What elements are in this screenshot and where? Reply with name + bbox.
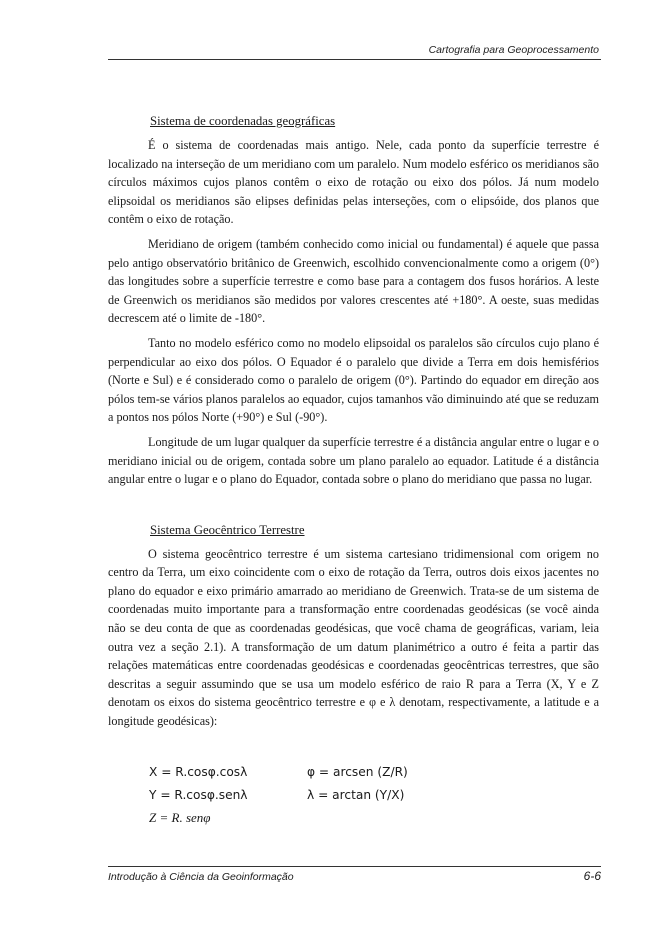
section-title: Sistema Geocêntrico Terrestre	[150, 522, 305, 537]
formula-lambda: λ = arctan (Y/X)	[307, 788, 405, 803]
footer-book-title: Introdução à Ciência da Geoinformação	[108, 871, 294, 883]
header-title: Cartografia para Geoprocessamento	[428, 44, 599, 56]
page-number: 6-6	[583, 869, 601, 883]
paragraph: Longitude de um lugar qualquer da superfície terrestre é a distância angular entre o lugar e o meridiano inicial ou de origem, contada sobre um plano paralelo ao equador. Latitude é a distância angular entre o lugar e o plano do Equador, contada sobre o plano do meridiano que passa no lugar.	[108, 434, 599, 487]
formula-row	[149, 807, 599, 830]
paragraph: O sistema geocêntrico terrestre é um sistema cartesiano tridimensional com origem no centro da Terra, um eixo coincidente com o eixo de rotação da Terra, outros dois eixos jacentes no plano do equador e eixo primário amarrado ao meridiano de Greenwich. Trata-se de um sistema de coordenadas muito importante para a transformação entre coordenadas geodésicas (se você ainda não se deu conta de que as coordenadas geodésicas, que você chama de geográficas, variam, leia outra vez a seção 2.1). A transformação de um datum planimétrico a outro é feita a partir das relações matemáticas entre coordenadas geodésicas e coordenadas geocêntricas terrestres, que são descritas a seguir assumindo que se usa um modelo esférico de raio R para a Terra (X, Y e Z denotam os eixos do sistema geocêntrico terrestre e φ e λ denotam, respectivamente, a latitude e a longitude geodésicas):	[108, 546, 599, 729]
formula-y: Y = R.cosφ.senλ	[149, 788, 248, 803]
header-rule	[108, 59, 601, 60]
spacer	[108, 495, 599, 521]
page-content	[108, 112, 599, 830]
section-geographic-coordinates	[108, 112, 599, 489]
section-title: Sistema de coordenadas geográficas	[150, 114, 336, 128]
paragraph: Meridiano de origem (também conhecido como inicial ou fundamental) é aquele que passa pelo antigo observatório britânico de Greenwich, escolhido convencionalmente como a origem (0°) das longitudes sobre a superfície terrestre e como base para a contagem dos fusos horários. A leste de Greenwich os meridianos são medidos por valores crescentes até +180°. A oeste, suas medidas decrescem até o limite de -180°.	[108, 236, 599, 326]
formula-row	[149, 784, 599, 807]
footer-rule	[108, 866, 601, 867]
section-geocentric-system	[108, 521, 599, 731]
formula-phi: φ = arcsen (Z/R)	[307, 765, 408, 780]
formula-x: X = R.cosφ.cosλ	[149, 765, 248, 780]
formula-row	[149, 761, 599, 784]
formula-block	[149, 761, 599, 830]
formula-z: Z = R. senφ	[149, 810, 211, 826]
paragraph: Tanto no modelo esférico como no modelo elipsoidal os paralelos são círculos cujo plano é perpendicular ao eixo dos pólos. O Equador é o paralelo que divide a Terra em dois hemisférios (Norte e Sul) e é considerado como o paralelo de origem (0°). Partindo do equador em direção aos pólos tem-se vários planos paralelos ao equador, cujos tamanhos vão diminuindo até que se reduzam a pontos nos pólos Norte (+90°) e Sul (-90°).	[108, 335, 599, 425]
paragraph: É o sistema de coordenadas mais antigo. Nele, cada ponto da superfície terrestre é localizado na interseção de um meridiano com um paralelo. Num modelo esférico os meridianos são círculos máximos cujos planos contêm o eixo de rotação ou eixo dos pólos. Já num modelo elipsoidal os meridianos são elipses definidas pelas interseções, com o elipsóide, dos planos que contêm o eixo de rotação.	[108, 138, 599, 227]
